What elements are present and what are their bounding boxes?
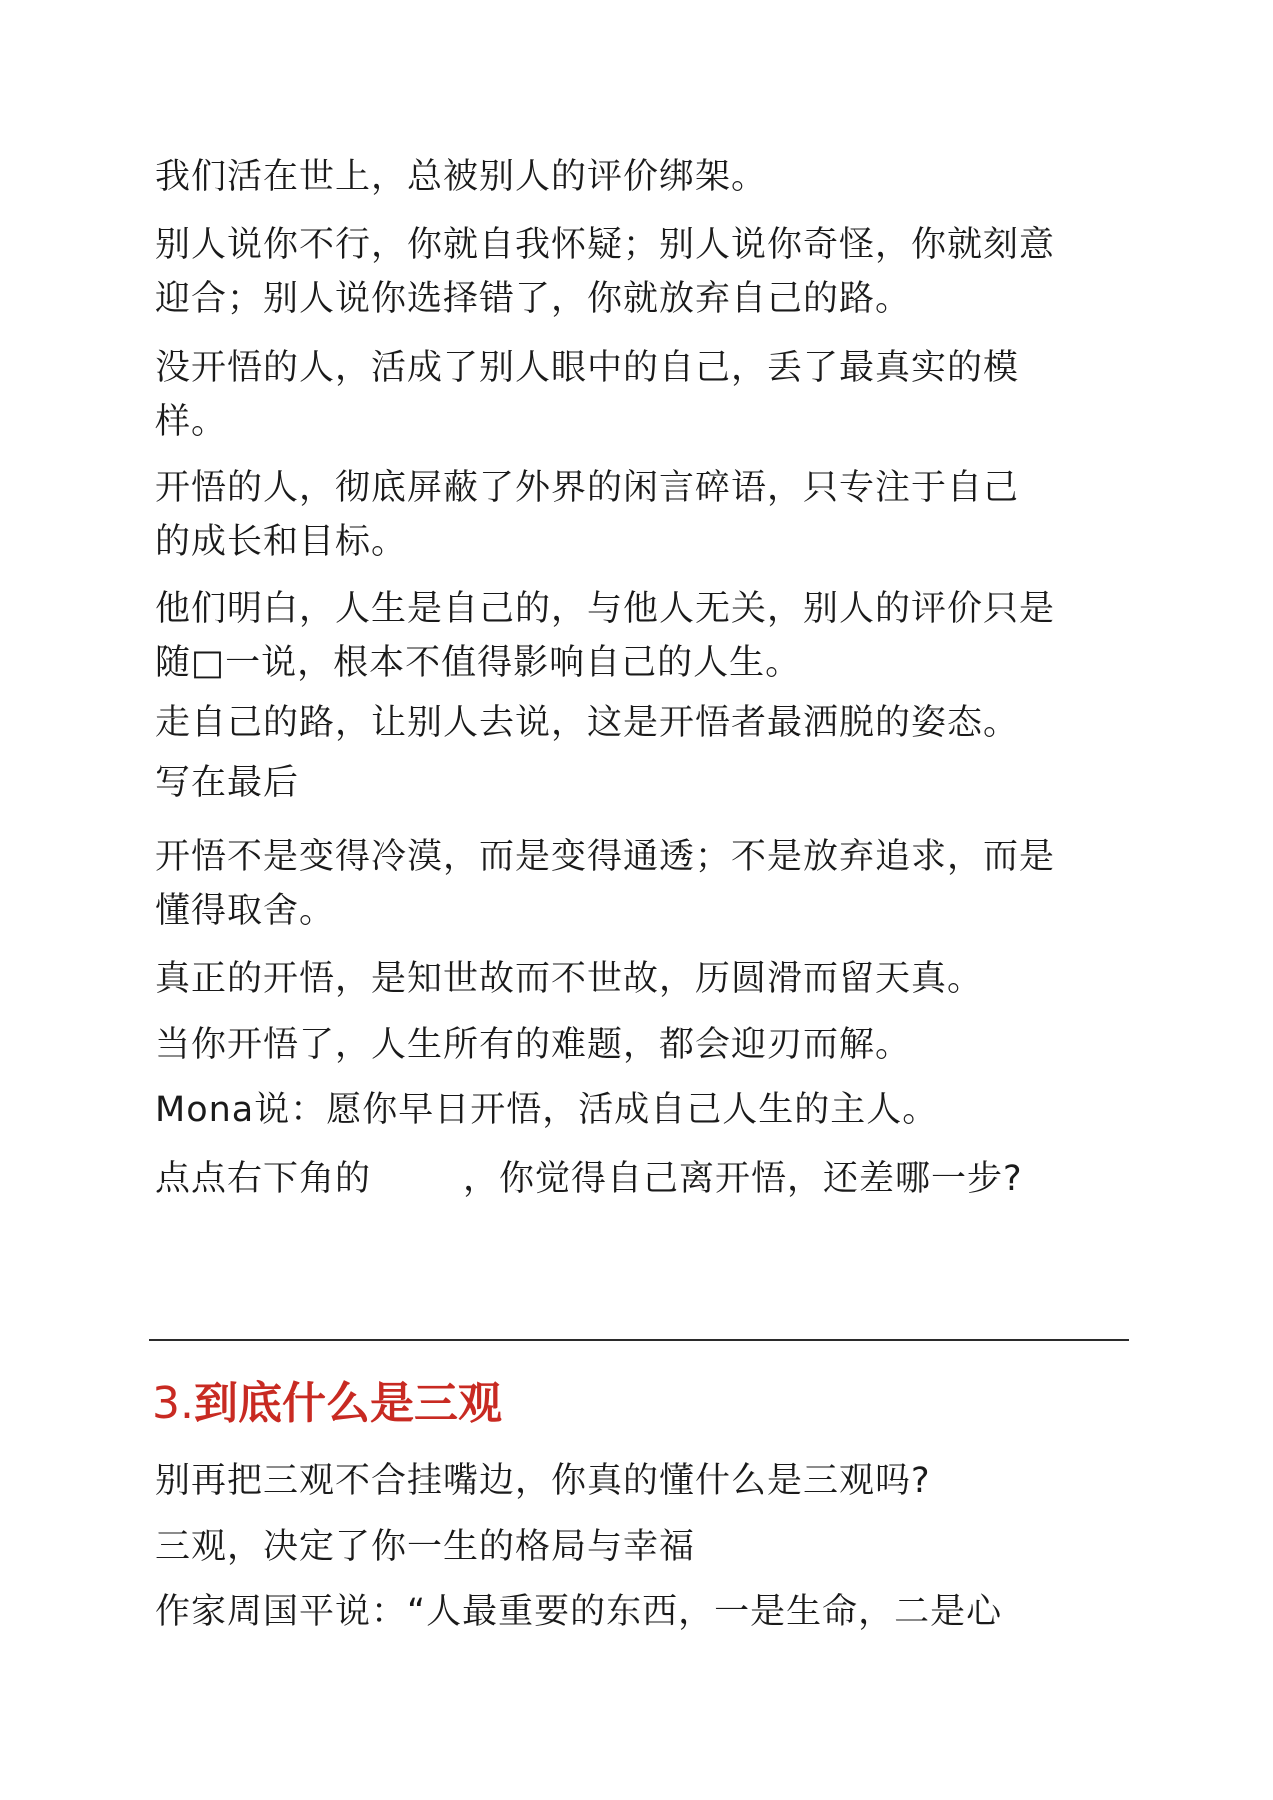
paragraph-line: 作家周国平说：“人最重要的东西，一是生命，二是心 <box>155 1592 1003 1632</box>
paragraph-line: 真正的开悟，是知世故而不世故，历圆滑而留天真。 <box>155 959 984 999</box>
paragraph <box>155 150 1135 204</box>
paragraph-line: 我们活在世上，总被别人的评价绑架。 <box>155 157 768 197</box>
paragraph <box>155 830 1135 938</box>
closing-after-gap: ，你觉得自己离开悟，还差哪一步? <box>463 1159 1023 1199</box>
paragraph <box>155 582 1135 690</box>
paragraph <box>155 341 1135 449</box>
paragraph-line: 别人说你不行，你就自我怀疑；别人说你奇怪，你就刻意 <box>155 225 1056 265</box>
paragraph <box>155 1585 1135 1639</box>
paragraph-line: 开悟的人，彻底屏蔽了外界的闲言碎语，只专注于自己 <box>155 468 1020 508</box>
paragraph-line: 没开悟的人，活成了别人眼中的自己，丢了最真实的模 <box>155 348 1020 388</box>
paragraph-line: 样。 <box>155 402 228 442</box>
section-divider <box>149 1339 1129 1341</box>
paragraph <box>155 218 1135 326</box>
paragraph-line: 懂得取舍。 <box>155 891 336 931</box>
paragraph <box>155 1454 1135 1508</box>
section-title: 到底什么是三观 <box>193 1378 502 1429</box>
paragraph-line: 当你开悟了，人生所有的难题，都会迎刃而解。 <box>155 1025 912 1065</box>
paragraph-line: 别再把三观不合挂嘴边，你真的懂什么是三观吗? <box>155 1461 931 1501</box>
paragraph-line: 开悟不是变得冷漠，而是变得通透；不是放弃追求，而是 <box>155 837 1056 877</box>
subheading <box>155 756 1135 810</box>
paragraph <box>155 696 1135 750</box>
section-number: 3. <box>152 1378 194 1429</box>
paragraph <box>155 1520 1135 1574</box>
closing-paragraph <box>155 1152 1135 1206</box>
paragraph-line: 走自己的路，让别人去说，这是开悟者最洒脱的姿态。 <box>155 703 1020 743</box>
paragraph-line: 随□一说，根本不值得影响自己的人生。 <box>155 643 802 683</box>
paragraph-line: Mona说：愿你早日开悟，活成自己人生的主人。 <box>155 1090 939 1130</box>
paragraph-line: 迎合；别人说你选择错了，你就放弃自己的路。 <box>155 279 912 319</box>
paragraph-line: 写在最后 <box>155 763 300 803</box>
paragraph <box>155 952 1135 1006</box>
paragraph-line: 他们明白，人生是自己的，与他人无关，别人的评价只是 <box>155 589 1056 629</box>
paragraph <box>155 1083 1135 1137</box>
closing-before-gap: 点点右下角的 <box>155 1159 372 1199</box>
paragraph <box>155 1018 1135 1072</box>
paragraph <box>155 461 1135 569</box>
paragraph-line: 的成长和目标。 <box>155 522 408 562</box>
paragraph-line: 三观，决定了你一生的格局与幸福 <box>155 1527 696 1567</box>
paragraph-line <box>155 1152 1135 1206</box>
section-heading <box>152 1372 502 1436</box>
